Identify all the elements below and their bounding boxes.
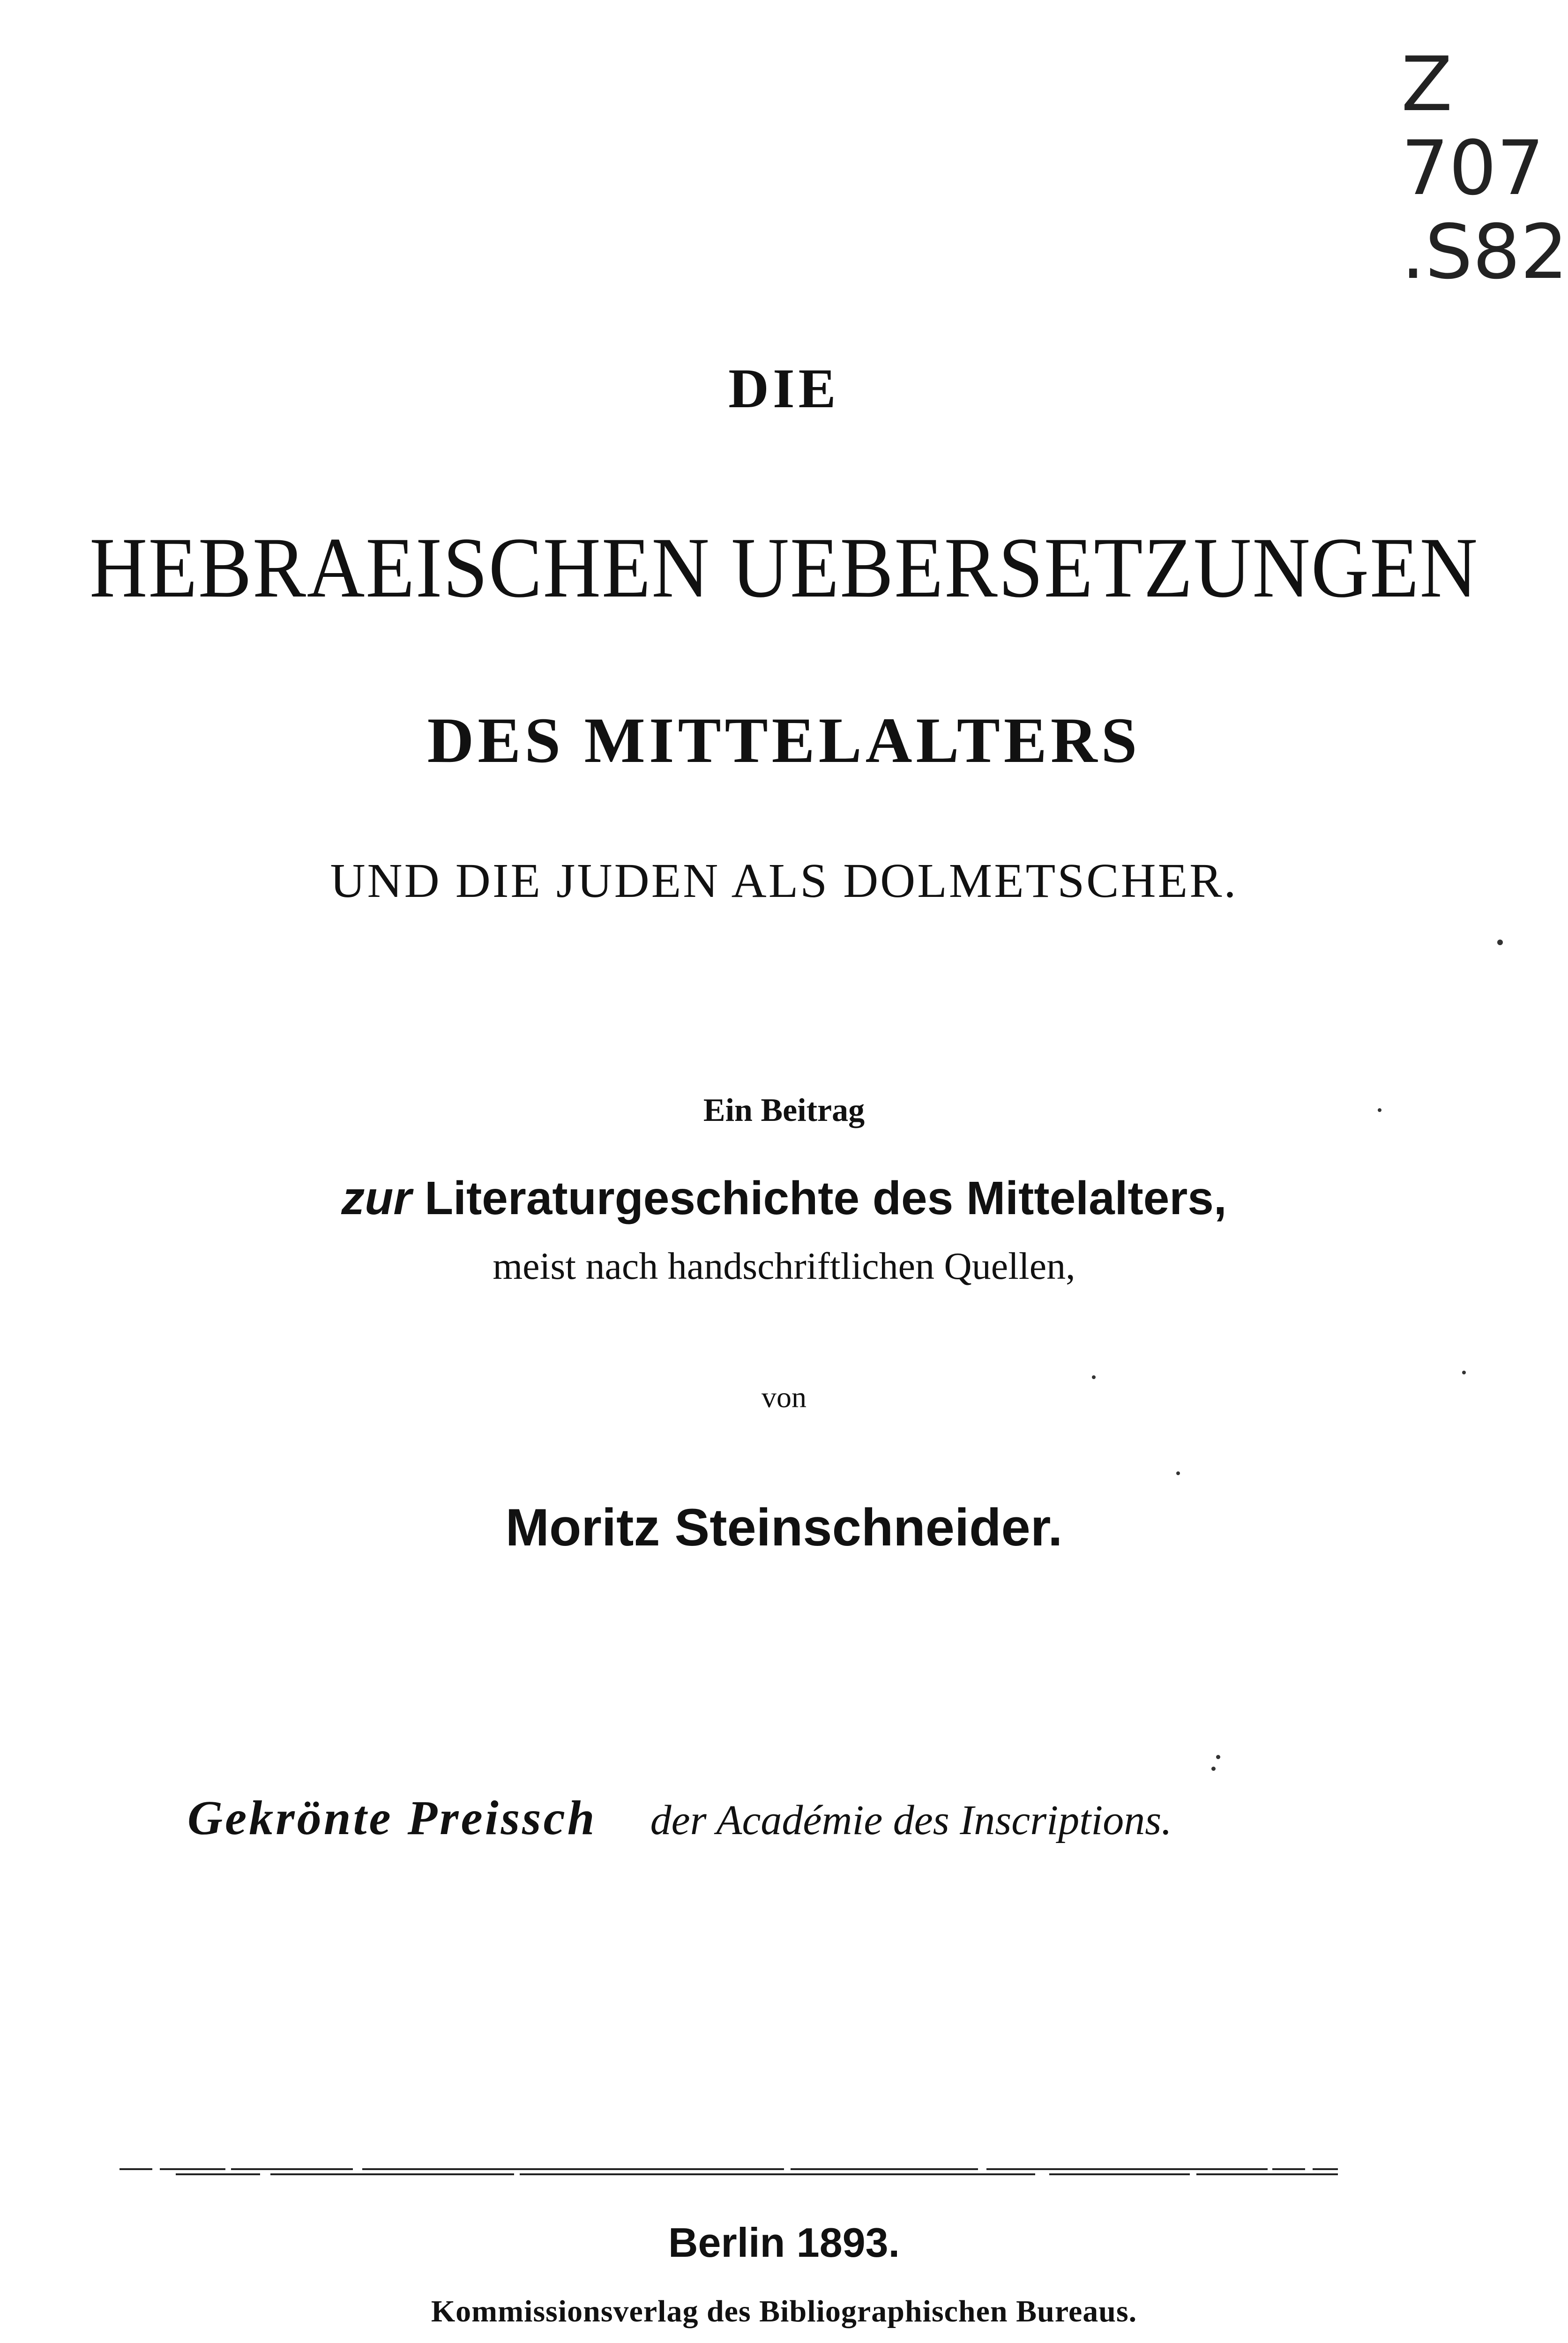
library-call-number	[1401, 42, 1568, 294]
paper-speck	[1378, 1108, 1381, 1112]
sources-line: meist nach handschriftlichen Quellen,	[493, 1245, 1075, 1287]
call-number-line-2: 707	[1401, 124, 1545, 212]
paper-speck	[1216, 1755, 1220, 1759]
paper-speck	[1497, 940, 1503, 945]
author-name: Moritz Steinschneider.	[505, 1498, 1063, 1557]
contribution-intro: Ein Beitrag	[703, 1092, 865, 1128]
main-title: HEBRAEISCHEN UEBERSETZUNGEN	[90, 520, 1478, 615]
prize-dedication	[187, 1790, 1172, 1846]
by-line: von	[762, 1380, 806, 1414]
place-and-year: Berlin 1893.	[668, 2219, 900, 2266]
contribution-line	[0, 1172, 1568, 1225]
paper-speck	[1092, 1375, 1096, 1379]
contribution-zur: zur	[341, 1172, 412, 1224]
paper-speck	[1462, 1371, 1466, 1374]
call-number-line-1: Z	[1401, 40, 1453, 128]
title-article: DIE	[728, 357, 840, 419]
paper-speck	[1176, 1471, 1180, 1475]
subtitle-dolmetscher: UND DIE JUDEN ALS DOLMETSCHER.	[330, 854, 1238, 908]
publisher-line: Kommissionsverlag des Bibliographischen Bureaus.	[431, 2294, 1137, 2328]
paper-speck	[1211, 1767, 1216, 1771]
imprint-divider-rule	[119, 2165, 1338, 2179]
academy-text: der Académie des Inscriptions.	[650, 1797, 1172, 1843]
call-number-line-3: .S82	[1401, 208, 1568, 296]
contribution-literaturgeschichte: Literaturgeschichte des Mittelalters,	[425, 1172, 1227, 1224]
prize-text: Gekrönte Preissch	[187, 1791, 597, 1845]
subtitle-mittelalters: DES MITTELALTERS	[427, 704, 1141, 776]
